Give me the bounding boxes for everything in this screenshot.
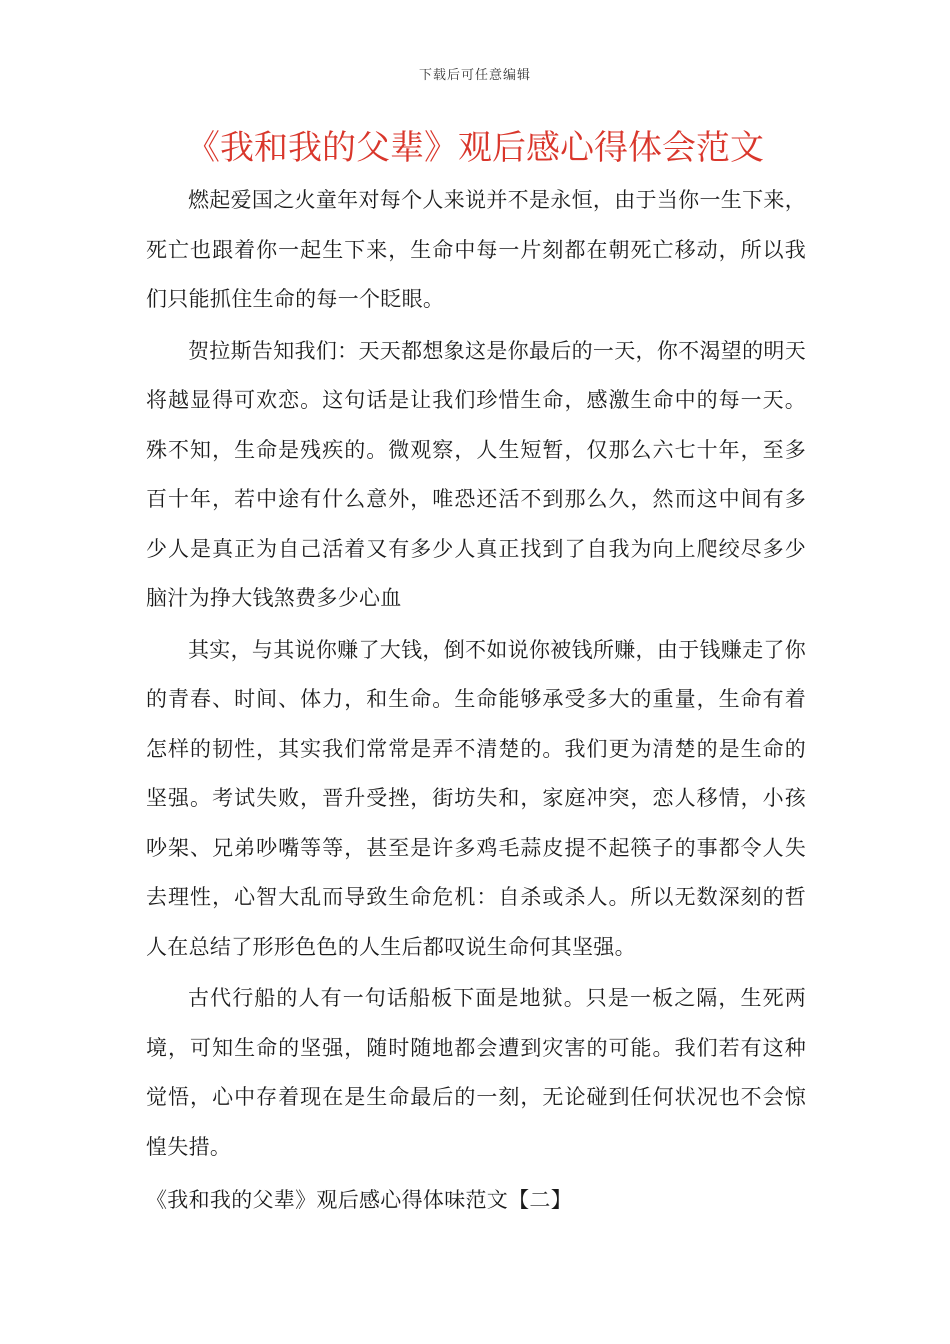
- body-paragraph-4: 古代行船的人有一句话船板下面是地狱。只是一板之隔，生死两境，可知生命的坚强，随时随地都会遭到灾害的可能。我们若有这种觉悟，心中存着现在是生命最后的一刻，无论碰到任何状况也不会惊惶失措。: [146, 986, 806, 1159]
- body-paragraph-3: 其实，与其说你赚了大钱，倒不如说你被钱所赚，由于钱赚走了你的青春、时间、体力，和生命。生命能够承受多大的重量，生命有着怎样的韧性，其实我们常常是弄不清楚的。我们更为清楚的是生命的坚强。考试失败，晋升受挫，街坊失和，家庭冲突，恋人移情，小孩吵架、兄弟吵嘴等等，甚至是许多鸡毛蒜皮提不起筷子的事都令人失去理性，心智大乱而导致生命危机：自杀或杀人。所以无数深刻的哲人在总结了形形色色的人生后都叹说生命何其坚强。: [146, 637, 806, 959]
- document-title: 《我和我的父辈》观后感心得体会范文: [186, 128, 764, 168]
- body-paragraph-2: 贺拉斯告知我们：天天都想象这是你最后的一天，你不渴望的明天将越显得可欢恋。这句话是让我们珍惜生命，感激生命中的每一天。殊不知，生命是残疾的。微观察，人生短暂，仅那么六七十年，至多百十年，若中途有什么意外，唯恐还活不到那么久，然而这中间有多少人是真正为自己活着又有多少人真正找到了自我为向上爬绞尽多少脑汁为挣大钱煞费多少心血: [146, 338, 806, 610]
- download-note: 下载后可任意编辑: [418, 68, 531, 83]
- document-body: [146, 176, 806, 1226]
- section-subheading: 《我和我的父辈》观后感心得体味范文【二】: [146, 1188, 572, 1212]
- body-paragraph-1: 燃起爱国之火童年对每个人来说并不是永恒，由于当你一生下来，死亡也跟着你一起生下来，生命中每一片刻都在朝死亡移动，所以我们只能抓住生命的每一个眨眼。: [146, 188, 806, 311]
